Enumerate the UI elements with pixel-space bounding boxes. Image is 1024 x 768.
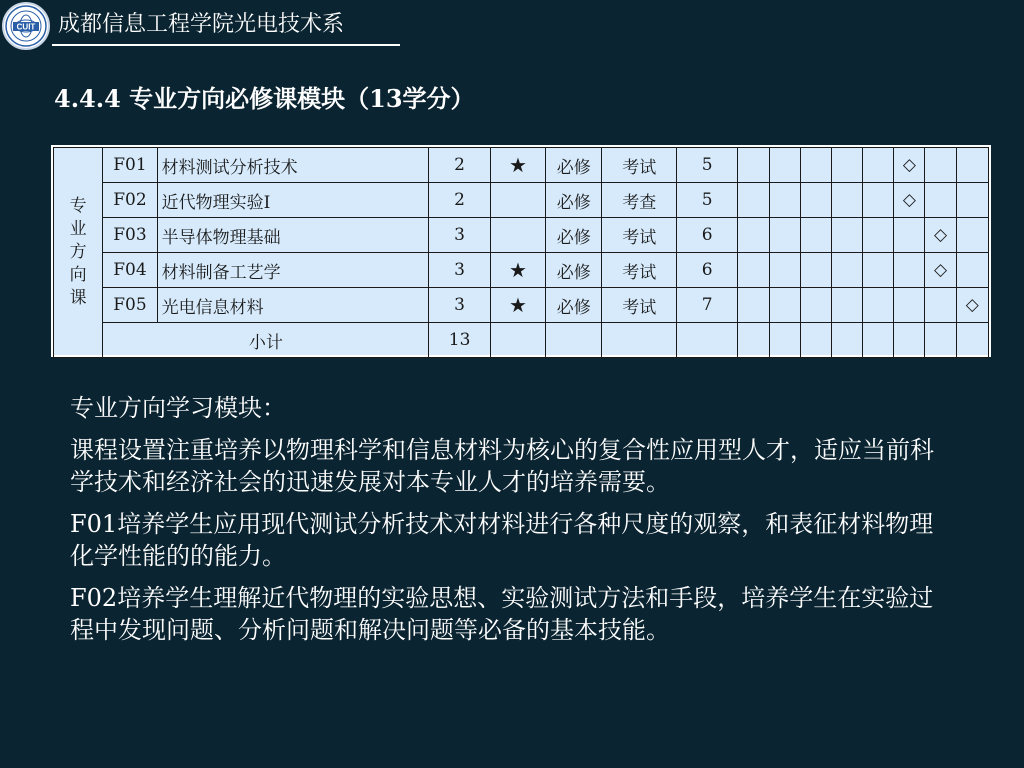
table-row [54, 148, 989, 183]
assessment-method: 考查 [602, 183, 676, 218]
module-notes [70, 392, 950, 656]
empty-cell [800, 323, 831, 358]
subtotal-row [54, 323, 989, 358]
course-type: 必修 [546, 218, 602, 253]
track-cell [769, 253, 800, 288]
subtotal-label: 小计 [103, 323, 429, 358]
track-cell [956, 253, 988, 288]
diamond-marker: ◇ [894, 148, 925, 183]
track-cell [769, 148, 800, 183]
semester: 5 [676, 148, 737, 183]
empty-cell [490, 323, 545, 358]
track-cell [769, 218, 800, 253]
table-row [54, 288, 989, 323]
course-type: 必修 [546, 288, 602, 323]
diamond-marker: ◇ [925, 253, 956, 288]
course-code: F02 [103, 183, 157, 218]
group-label-char: 方 [69, 242, 87, 262]
track-cell [863, 218, 894, 253]
course-code: F01 [103, 148, 157, 183]
track-cell [831, 253, 862, 288]
track-cell [738, 148, 769, 183]
track-cell [863, 148, 894, 183]
notes-heading: 专业方向学习模块： [70, 394, 286, 422]
department-name: 成都信息工程学院光电技术系 [58, 12, 345, 37]
track-cell [800, 183, 831, 218]
track-cell [738, 218, 769, 253]
track-cell [863, 183, 894, 218]
course-credits: 2 [429, 148, 490, 183]
course-name: 材料测试分析技术 [157, 148, 429, 183]
course-credits: 3 [429, 218, 490, 253]
track-cell [738, 183, 769, 218]
diamond-marker: ◇ [894, 183, 925, 218]
table-row [54, 183, 989, 218]
track-cell [831, 148, 862, 183]
section-title: 4.4.4 专业方向必修课模块（13学分） [54, 84, 475, 113]
group-label-char: 业 [69, 219, 87, 239]
course-type: 必修 [546, 148, 602, 183]
course-credits: 3 [429, 253, 490, 288]
diamond-marker: ◇ [925, 218, 956, 253]
course-type: 必修 [546, 253, 602, 288]
core-course-star: ★ [490, 253, 545, 288]
semester: 6 [676, 218, 737, 253]
university-logo-icon [2, 2, 50, 50]
track-cell [769, 288, 800, 323]
course-credits: 2 [429, 183, 490, 218]
course-table [53, 147, 989, 358]
course-name: 半导体物理基础 [157, 218, 429, 253]
assessment-method: 考试 [602, 288, 676, 323]
track-cell [738, 288, 769, 323]
semester: 6 [676, 253, 737, 288]
empty-cell [769, 323, 800, 358]
track-cell [831, 218, 862, 253]
track-cell [800, 218, 831, 253]
assessment-method: 考试 [602, 253, 676, 288]
track-cell [925, 148, 956, 183]
group-label-cell [54, 148, 103, 358]
assessment-method: 考试 [602, 148, 676, 183]
group-label-char: 向 [69, 265, 87, 285]
core-course-star: ★ [490, 148, 545, 183]
notes-paragraph-2: F01培养学生应用现代测试分析技术对材料进行各种尺度的观察，和表征材料物理化学性能的的能力。 [70, 510, 934, 570]
header-divider [52, 44, 400, 46]
track-cell [894, 253, 925, 288]
table-row [54, 253, 989, 288]
course-type: 必修 [546, 183, 602, 218]
diamond-marker: ◇ [956, 288, 988, 323]
track-cell [800, 288, 831, 323]
assessment-method: 考试 [602, 218, 676, 253]
course-name: 材料制备工艺学 [157, 253, 429, 288]
track-cell [831, 183, 862, 218]
track-cell [925, 183, 956, 218]
track-cell [863, 288, 894, 323]
course-name: 光电信息材料 [157, 288, 429, 323]
course-code: F03 [103, 218, 157, 253]
track-cell [738, 253, 769, 288]
core-course-star: ★ [490, 288, 545, 323]
track-cell [956, 218, 988, 253]
track-cell [894, 218, 925, 253]
notes-paragraph-3: F02培养学生理解近代物理的实验思想、实验测试方法和手段，培养学生在实验过程中发现问题、分析问题和解决问题等必备的基本技能。 [70, 584, 934, 644]
empty-cell [602, 323, 676, 358]
group-label-char: 专 [69, 196, 87, 216]
empty-cell [956, 323, 988, 358]
empty-cell [925, 323, 956, 358]
empty-cell [831, 323, 862, 358]
empty-cell [863, 323, 894, 358]
course-code: F05 [103, 288, 157, 323]
track-cell [831, 288, 862, 323]
semester: 5 [676, 183, 737, 218]
group-label-char: 课 [69, 288, 87, 308]
course-name: 近代物理实验Ⅰ [157, 183, 429, 218]
empty-cell [546, 323, 602, 358]
course-code: F04 [103, 253, 157, 288]
course-table-container [51, 145, 991, 357]
track-cell [925, 288, 956, 323]
track-cell [769, 183, 800, 218]
track-cell [800, 253, 831, 288]
empty-cell [738, 323, 769, 358]
core-course-star [490, 183, 545, 218]
subtotal-credits: 13 [429, 323, 490, 358]
course-credits: 3 [429, 288, 490, 323]
notes-paragraph-1: 课程设置注重培养以物理科学和信息材料为核心的复合性应用型人才，适应当前科学技术和经济社会的迅速发展对本专业人才的培养需要。 [70, 436, 934, 496]
track-cell [956, 183, 988, 218]
empty-cell [676, 323, 737, 358]
table-row [54, 218, 989, 253]
core-course-star [490, 218, 545, 253]
track-cell [956, 148, 988, 183]
track-cell [863, 253, 894, 288]
logo-text: CUIT [16, 22, 36, 32]
empty-cell [894, 323, 925, 358]
semester: 7 [676, 288, 737, 323]
slide-header [0, 0, 400, 50]
track-cell [894, 288, 925, 323]
track-cell [800, 148, 831, 183]
group-label [54, 195, 102, 310]
